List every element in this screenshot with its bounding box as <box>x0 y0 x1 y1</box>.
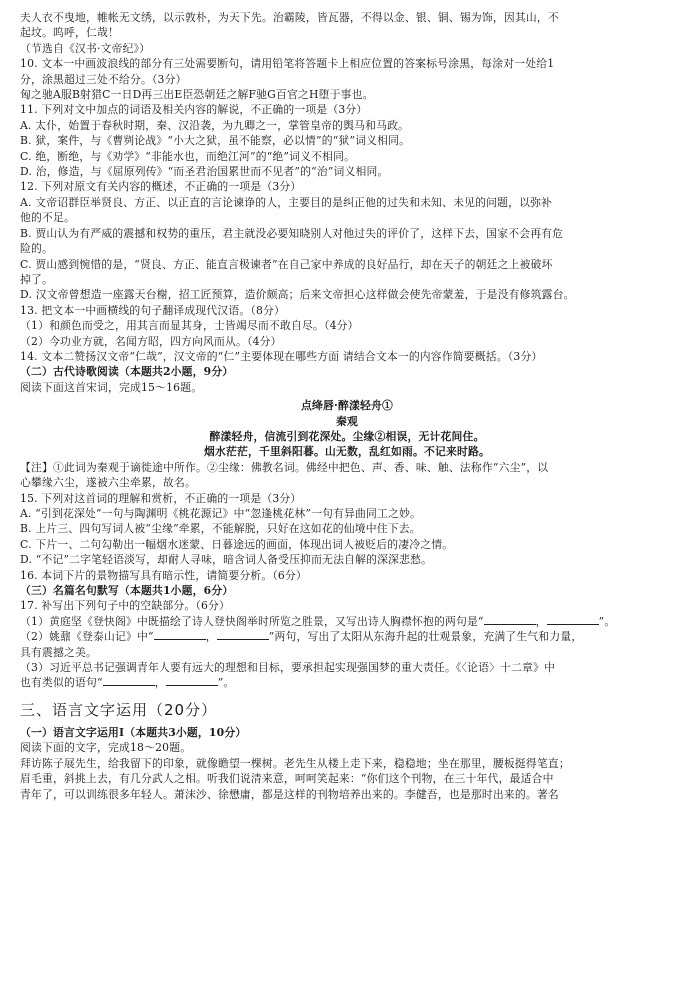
answer-blank[interactable] <box>103 675 155 686</box>
question-16 <box>20 568 674 583</box>
option-a: A. 太仆，始置于春秋时期，秦、汉沿袭，为九卿之一，掌管皇帝的舆马和马政。 <box>20 118 410 132</box>
text-line: 匈之驰A服B射猎C一日D再三出E臣恐朝廷之解F驰G百官之H堕于事也。 <box>20 88 374 102</box>
item-text: 也有类似的语句“ <box>20 676 103 690</box>
item-text: ”。 <box>598 614 616 628</box>
poem-line: 醉漾轻舟，信流引到花深处。尘缘②相误，无计花间住。 <box>209 429 485 443</box>
option-d: D. 汉文帝曾想造一座露天台榭，招工匠预算，造价颇高；后来文帝担心这样做会使先帝蒙羞，于是没有修筑露台。 <box>20 288 575 302</box>
section-heading: （二）古代诗歌阅读（本题共2小题，9分） <box>20 365 234 379</box>
section-intro: 阅读下面的文字，完成18～20题。 <box>20 741 192 755</box>
text-line: 夫人衣不曳地，帷帐无文绣，以示敦朴，为天下先。治霸陵，皆瓦器，不得以金、银、铜、锡为饰，因其山，不 <box>20 11 559 24</box>
dictation-section <box>20 583 674 691</box>
question-14 <box>20 349 674 364</box>
question-stem: 17. 补写出下列句子中的空缺部分。（6分） <box>20 599 231 613</box>
comma: ， <box>535 614 547 628</box>
text-line: 10. 文本一中画波浪线的部分有三处需要断句，请用铅笔将答题卡上相应位置的答案标号涂黑，每涂对一处给1 <box>20 57 555 71</box>
dictation-item-1 <box>20 614 674 629</box>
option-a: A. “引到花深处”一句与陶渊明《桃花源记》中“忽逢桃花林”一句有异曲同工之妙。 <box>20 507 422 520</box>
poem-author: 秦观 <box>336 414 358 428</box>
question-stem: 14. 文本二赞扬汉文帝“仁哉”，汉文帝的“仁”主要体现在哪些方面 请结合文本一的内容作简要概括。（3分） <box>20 349 543 363</box>
poem-line: 烟水茫茫，千里斜阳暮。山无数，乱红如雨。不记来时路。 <box>204 445 490 459</box>
text-line: 分，涂黑超过三处不给分。（3分） <box>20 72 187 86</box>
section-heading: （一）语言文字运用Ⅰ（本题共3小题，10分） <box>20 725 247 739</box>
source-citation: （节选自《汉书·文帝纪》） <box>20 41 151 55</box>
question-stem: 13. 把文本一中画横线的句子翻译成现代汉语。（8分） <box>20 303 286 317</box>
option-a-cont: 他的不足。 <box>20 211 75 225</box>
dictation-item-3-cont <box>20 675 674 690</box>
option-d: D. 治，修造，与《屈原列传》“而圣君治国累世而不见者”的“治”词义相同。 <box>20 165 389 179</box>
option-a: A. 文帝诏群臣举贤良、方正、以正直的言论谏诤的人，主要目的是纠正他的过失和未知、未见的问题，以弥补 <box>20 195 553 209</box>
option-c: C. 绝，断绝，与《劝学》“非能水也，而绝江河”的“绝”词义不相同。 <box>20 149 356 163</box>
text-line: 眉毛重，斜挑上去，有几分武人之相。听我们说清来意，呵呵笑起来：“你们这个刊物，在三十年代，最适合中 <box>20 772 554 786</box>
question-stem: 12. 下列对原文有关内容的概述，不正确的一项是（3分） <box>20 180 302 194</box>
item-text: ”。 <box>217 676 235 690</box>
item-text: ”两句，写出了太阳从东海升起的壮观景象，充满了生气和力量， <box>268 630 583 644</box>
option-b: B. 贾山认为有严威的震撼和权势的重压，君主就没必要知晓别人对他过失的评价了，这样下去，国家不会再有危 <box>20 226 564 240</box>
question-stem: 11. 下列对文中加点的词语及相关内容的解说，不正确的一项是（3分） <box>20 103 368 117</box>
poetry-section <box>20 364 674 490</box>
option-d: D. “不记”二字笔轻语淡写，却耐人寻味，暗含词人备受压抑而无法自解的深深悲愁。 <box>20 553 433 567</box>
section-intro: 阅读下面这首宋词，完成15～16题。 <box>20 380 203 394</box>
option-c-cont: 掉了。 <box>20 272 53 286</box>
dictation-item-3: （3）习近平总书记强调青年人要有远大的理想和目标，要承担起实现强国梦的重大责任。《〈论语〉十二章》中 <box>20 661 556 675</box>
answer-blank[interactable] <box>547 614 599 625</box>
question-12 <box>20 179 674 302</box>
text-line: 起坟。呜呼，仁哉！ <box>20 26 119 40</box>
question-13 <box>20 303 674 349</box>
passage-end <box>20 10 674 56</box>
text-line: 拜访陈子展先生，给我留下的印象，就像瞻望一棵树。老先生从楼上走下来，稳稳地；坐在那里，腰板挺得笔直； <box>20 756 570 770</box>
answer-blank[interactable] <box>154 629 206 640</box>
language-section <box>20 699 674 802</box>
text-line: 青年了，可以训练很多年轻人。萧沫沙、徐懋庸，都是这样的刊物培养出来的。李健吾，也是那时出来的。著名 <box>20 787 559 801</box>
option-b: B. 狱，案件，与《曹刿论战》“小大之狱，虽不能察，必以情”的“狱”词义相同。 <box>20 134 411 148</box>
item-text: （1）黄庭坚《登快阁》中既描绘了诗人登快阁举时所览之胜景，又写出诗人胸襟怀抱的两句是“ <box>20 614 484 628</box>
answer-blank[interactable] <box>217 629 269 640</box>
item-text: （2）姚鼐《登泰山记》中“ <box>20 630 154 644</box>
sub-item: （1）和颜色而受之，用其言而显其身，士皆竭尽而不敢自尽。（4分） <box>20 319 359 333</box>
dictation-item-2 <box>20 629 674 644</box>
poem-note: 【注】①此词为秦观于谪徙途中所作。②尘缘：佛教名词。佛经中把色、声、香、味、触、法称作“六尘”，以 <box>20 460 549 474</box>
comma: ， <box>154 676 166 690</box>
option-b: B. 上片三、四句写词人被“尘缘”牵累，不能解脱，只好在这如花的仙境中住下去。 <box>20 522 421 536</box>
text-line: 具有震撼之美。 <box>20 645 97 659</box>
comma: ， <box>205 630 217 644</box>
poem-title: 点绛唇·醉漾轻舟① <box>301 399 393 413</box>
poem-note: 心攀缘六尘，遂被六尘牵累，故名。 <box>20 476 196 490</box>
question-11 <box>20 102 674 179</box>
question-15 <box>20 491 674 568</box>
section-heading: （三）名篇名句默写（本题共1小题，6分） <box>20 584 234 598</box>
option-b-cont: 险的。 <box>20 242 53 256</box>
option-c: C. 贾山感到惋惜的是，“贤良、方正、能直言极谏者”在自己家中养成的良好品行，却在天子的朝廷之上被破坏 <box>20 257 553 271</box>
question-stem: 16. 本词下片的景物描写具有暗示性，请简要分析。（6分） <box>20 568 307 582</box>
part-heading: 三、语言文字运用（20分） <box>20 700 218 719</box>
question-stem: 15. 下列对这首词的理解和赏析，不正确的一项是（3分） <box>20 491 302 505</box>
answer-blank[interactable] <box>484 614 536 625</box>
question-10 <box>20 56 674 102</box>
answer-blank[interactable] <box>166 675 218 686</box>
option-c: C. 下片一、二句勾勒出一幅烟水迷蒙、日暮途远的画面，体现出词人被贬后的凄冷之情。 <box>20 537 454 551</box>
sub-item: （2）今功业方就，名闻方昭，四方向风而从。（4分） <box>20 334 282 348</box>
